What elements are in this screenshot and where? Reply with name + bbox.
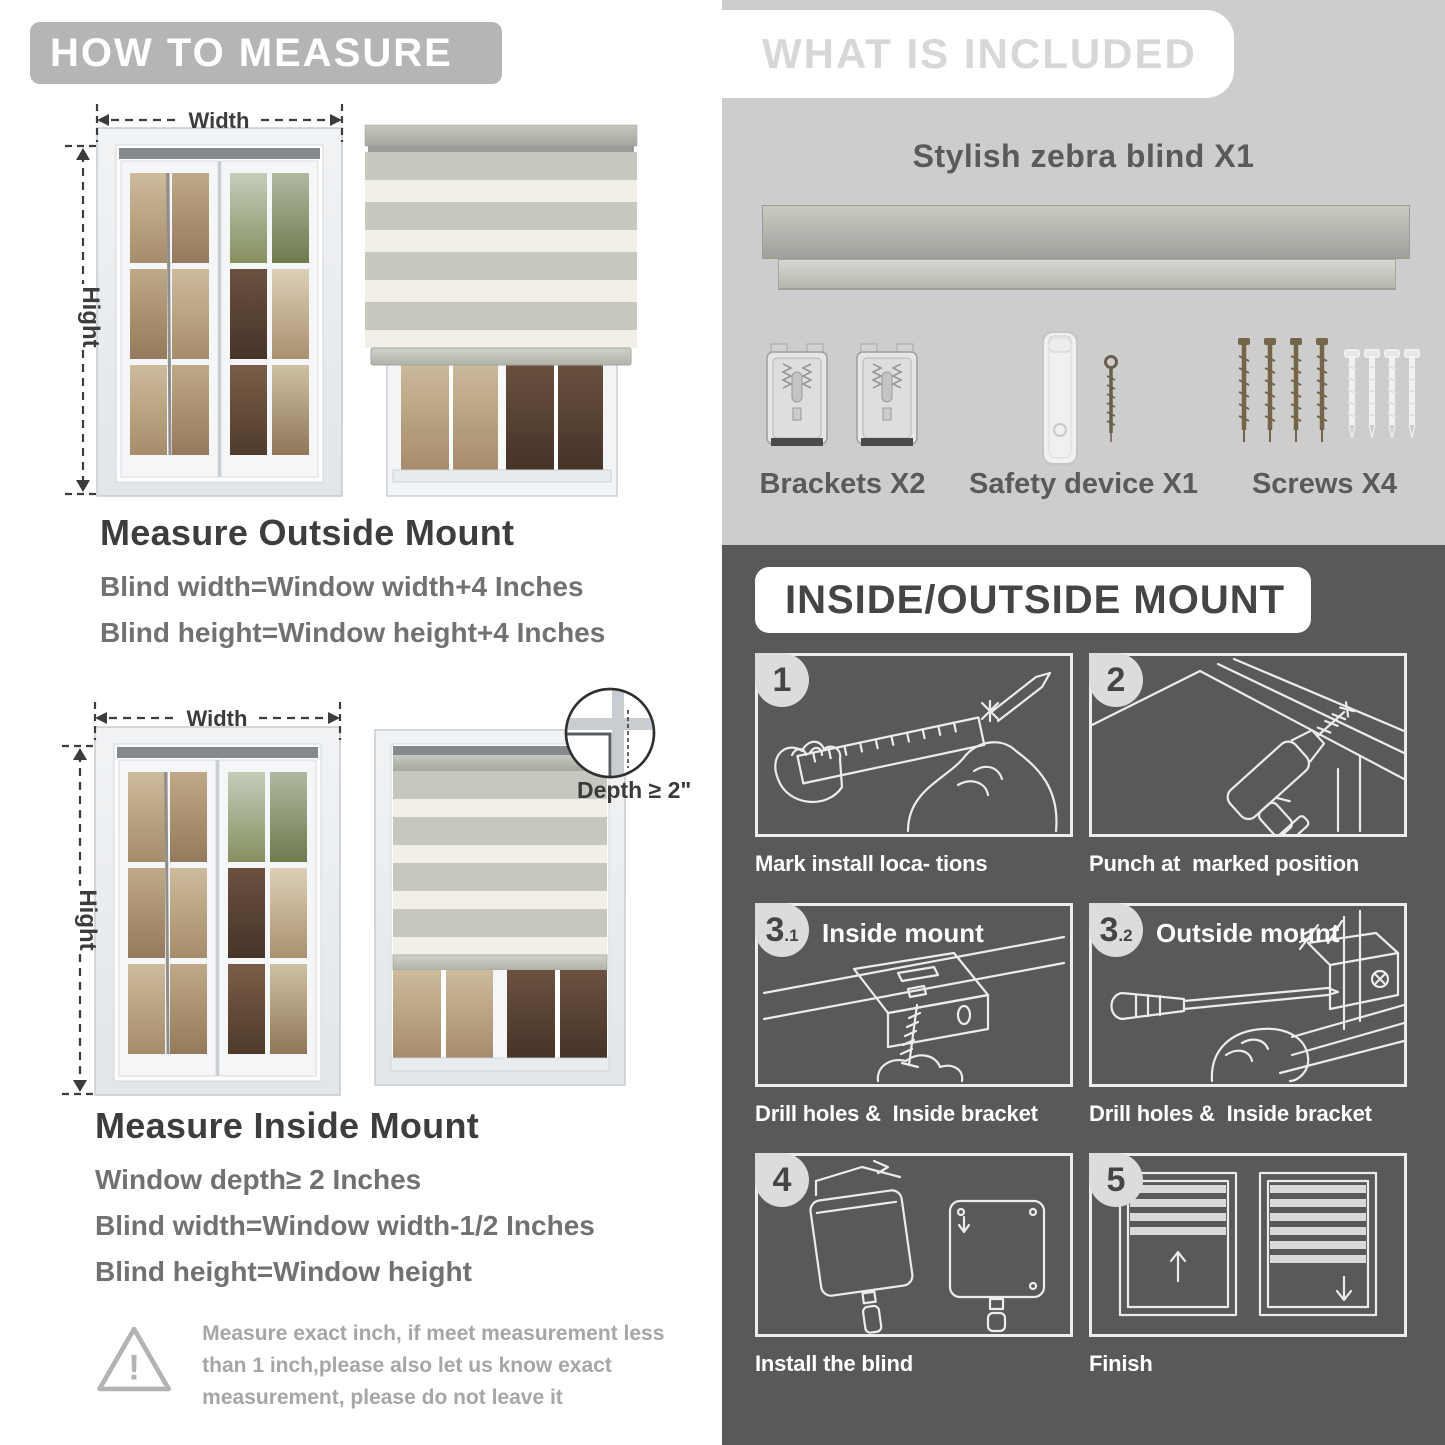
measure-outside-title: Measure Outside Mount xyxy=(100,512,515,553)
what-is-included-header: WHAT IS INCLUDED xyxy=(722,10,1234,98)
step-variant-label: Outside mount xyxy=(1156,918,1340,948)
step-inside-mount-bracket xyxy=(755,903,1073,1127)
measure-outside-block xyxy=(100,512,605,656)
step-subnumber: .2 xyxy=(1118,926,1133,945)
mount-section-header: INSIDE/OUTSIDE MOUNT xyxy=(755,567,1311,633)
step-caption: Drill holes & Inside bracket xyxy=(755,1101,1038,1126)
step-variant-label: Inside mount xyxy=(822,918,984,948)
height-label: Hight xyxy=(77,286,104,348)
blind-headrail-image xyxy=(762,205,1410,259)
inside-rule-depth: Window depth≥ 2 Inches xyxy=(95,1164,422,1195)
how-to-measure-header: HOW TO MEASURE xyxy=(30,22,502,84)
height-label: Hight xyxy=(74,889,101,951)
step-number-badge xyxy=(1089,903,1143,957)
mounting-bracket-icon xyxy=(851,342,925,458)
step-number: 5 xyxy=(1106,1160,1126,1199)
step-number-badge xyxy=(755,903,809,957)
step-finish xyxy=(1089,1153,1407,1377)
safety-device-label: Safety device X1 xyxy=(969,468,1198,500)
step-caption: Finish xyxy=(1089,1351,1153,1376)
outside-formula-width: Blind width=Window width+4 Inches xyxy=(100,571,584,602)
step-install-blind xyxy=(755,1153,1073,1377)
step-caption: Install the blind xyxy=(755,1351,913,1376)
step-frame xyxy=(755,903,1073,1087)
step-number: 2 xyxy=(1106,660,1126,699)
width-label: Width xyxy=(188,108,250,133)
step-subnumber: .1 xyxy=(784,926,799,945)
mounting-bracket-icon xyxy=(761,342,835,458)
step-number: 3 xyxy=(765,910,785,949)
step-caption: Punch at marked position xyxy=(1089,851,1360,876)
how-to-measure-section xyxy=(0,0,703,1445)
outside-mount-illustration xyxy=(55,98,695,503)
screws-item xyxy=(1204,330,1445,470)
warning-exclamation: ! xyxy=(128,1347,140,1388)
inside-mount-illustration xyxy=(50,672,710,1117)
included-items-row xyxy=(722,330,1445,470)
step-drill-at-mark xyxy=(1089,653,1407,877)
safety-device-item xyxy=(963,330,1204,470)
step-mark-locations xyxy=(755,653,1073,877)
depth-label: Depth ≥ 2" xyxy=(577,777,692,803)
warning-text: Measure exact inch, if meet measurement less than 1 inch,please also let us know exact measurement, please do not leave it xyxy=(202,1322,665,1409)
brackets-item xyxy=(722,330,963,470)
included-item-labels xyxy=(722,468,1445,501)
warning-triangle-icon xyxy=(92,1318,176,1400)
step-frame xyxy=(1089,653,1407,837)
step-frame xyxy=(1089,1153,1407,1337)
mount-steps-grid xyxy=(755,653,1407,1377)
right-column xyxy=(722,0,1445,1445)
measure-warning xyxy=(92,1318,672,1414)
step-number-badge xyxy=(1089,1153,1143,1207)
step-number-badge xyxy=(1089,653,1143,707)
step-frame xyxy=(1089,903,1407,1087)
window-bottom-behind-blind xyxy=(387,346,617,496)
step-number: 3 xyxy=(1099,910,1119,949)
step-number-badge xyxy=(755,653,809,707)
zebra-blind-graphic xyxy=(365,125,637,365)
width-label: Width xyxy=(186,706,248,731)
step-number: 4 xyxy=(772,1160,792,1199)
step-frame xyxy=(755,653,1073,837)
safety-device-icon xyxy=(1029,328,1139,473)
inside-formula-height: Blind height=Window height xyxy=(95,1256,472,1287)
zebra-blind-quantity-label: Stylish zebra blind X1 xyxy=(912,138,1255,174)
step-outside-mount-bracket xyxy=(1089,903,1407,1127)
what-is-included-section xyxy=(722,0,1445,545)
step-caption: Drill holes & Inside bracket xyxy=(1089,1101,1372,1126)
blind-headrail-lower-tier xyxy=(778,259,1396,290)
measure-inside-title: Measure Inside Mount xyxy=(95,1105,480,1146)
outside-formula-height: Blind height=Window height+4 Inches xyxy=(100,617,606,648)
brackets-label: Brackets X2 xyxy=(759,468,926,500)
step-number: 1 xyxy=(772,660,792,699)
step-caption: Mark install loca- tions xyxy=(755,851,988,876)
screws-anchors-icon xyxy=(1230,330,1420,470)
step-number-badge xyxy=(755,1153,809,1207)
inside-formula-width: Blind width=Window width-1/2 Inches xyxy=(95,1210,595,1241)
mount-steps-section xyxy=(722,545,1445,1445)
step-frame xyxy=(755,1153,1073,1337)
measure-inside-block xyxy=(95,1105,595,1295)
screws-label: Screws X4 xyxy=(1251,468,1398,500)
